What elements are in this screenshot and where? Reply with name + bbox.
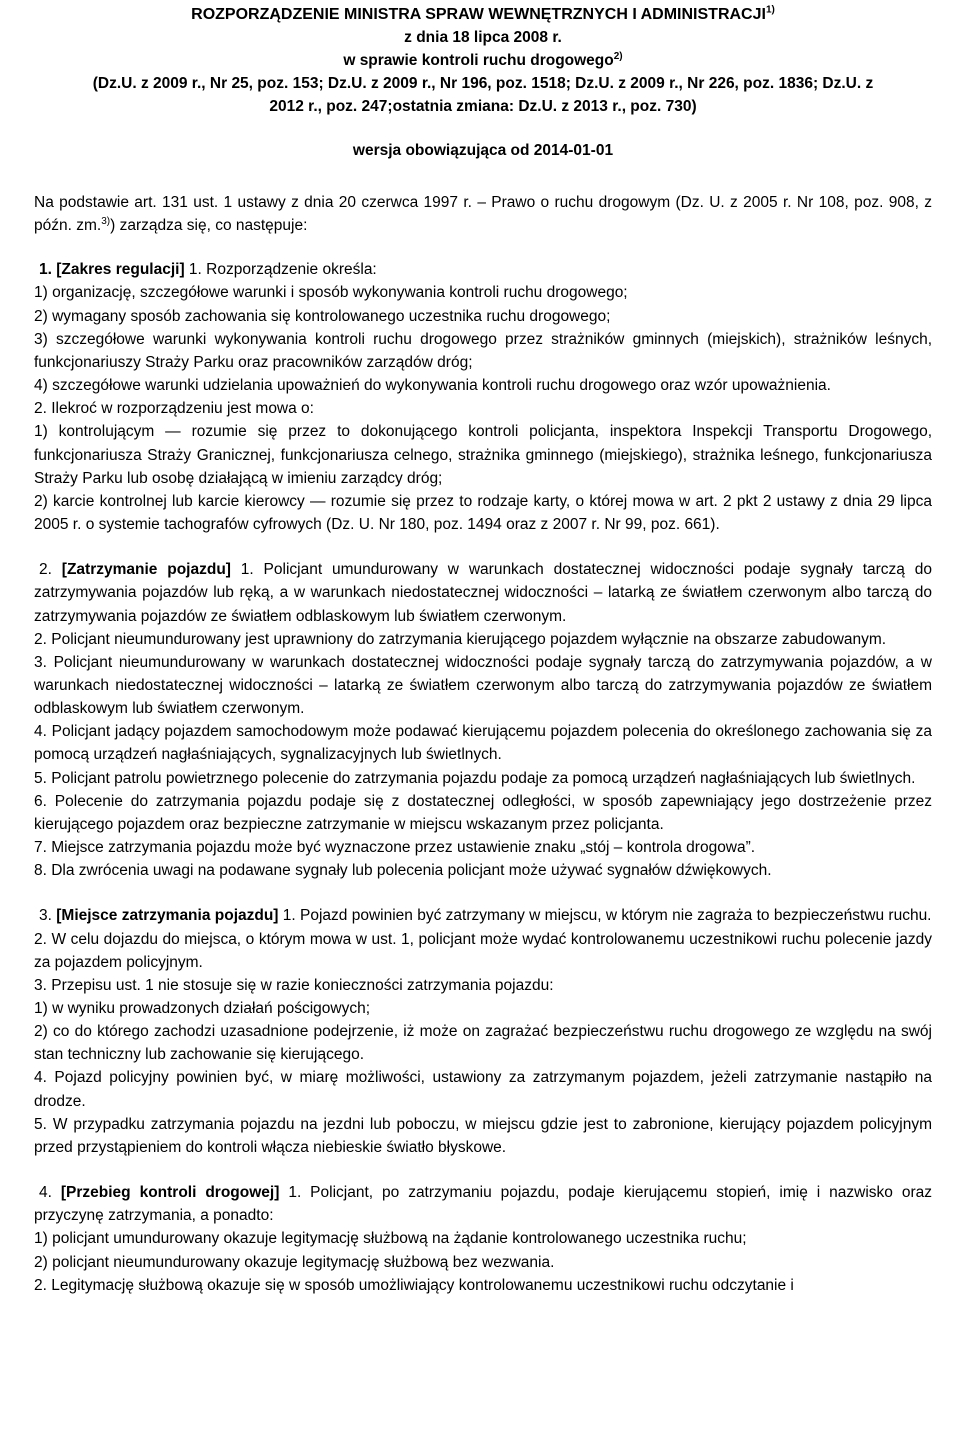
paragraph: 4. Pojazd policyjny powinien być, w miarę możliwości, ustawiony za zatrzymanym pojazdem, jeżeli zatrzymanie nastąpiło na drodze. — [34, 1069, 932, 1110]
footnote-ref: 3) — [101, 216, 111, 227]
spacer — [34, 536, 932, 558]
regulation-title: ROZPORZĄDZENIE MINISTRA SPRAW WEWNĘTRZNYCH I ADMINISTRACJI — [191, 6, 766, 23]
section-title: [Przebieg kontroli drogowej] — [60, 1184, 280, 1202]
paragraph: 2. W celu dojazdu do miejsca, o którym mowa w ust. 1, policjant może wydać kontrolowanemu uczestnikowi ruchu polecenie jazdy za pojazdem policyjnym. — [34, 930, 932, 971]
paragraph: 2) wymagany sposób zachowania się kontrolowanego uczestnika ruchu drogowego; — [34, 307, 611, 325]
preamble-text-end: ) zarządza się, co następuje: — [110, 217, 308, 235]
header-line — [34, 3, 932, 26]
paragraph: 2. Policjant nieumundurowany jest uprawniony do zatrzymania kierującego pojazdem wyłącznie na obszarze zabudowanym. — [34, 630, 887, 648]
section-number: 4. — [39, 1184, 52, 1202]
section-title: [Zakres regulacji] — [56, 261, 185, 279]
footnote-ref: 1) — [765, 4, 775, 16]
section-intro: 1. Pojazd powinien być zatrzymany w miejscu, w którym nie zagraża to bezpieczeństwu ruchu. — [278, 907, 932, 925]
paragraph: 2. Ilekroć w rozporządzeniu jest mowa o: — [34, 400, 314, 418]
section-number: 2. — [39, 561, 52, 579]
paragraph: 4. Policjant jadący pojazdem samochodowym może podawać kierującemu pojazdem polecenia do określonego zachowania się za pomocą urządzeń nagłaśniających, sygnalizacyjnych lub świetlnych. — [34, 723, 932, 764]
paragraph: 3. Policjant nieumundurowany w warunkach dostatecznej widoczności podaje sygnały tarczą do zatrzymywania pojazdów, a w warunkach niedostatecznej widoczności – latarką ze światłem czerwonym albo tarczą do zatrzymywania pojazdów ze światłem odblaskowym lub światłem czerwonym. — [34, 653, 932, 718]
regulation-subject: w sprawie kontroli ruchu drogowego — [343, 52, 614, 69]
paragraph: 6. Polecenie do zatrzymania pojazdu podaje się z dostatecznej odległości, w sposób zapewniający jego dostrzeżenie przez kierującego pojazdem oraz bezpieczne zatrzymanie w miejscu wskazanym przez policjanta. — [34, 792, 932, 833]
paragraph: 2. Legitymację służbową okazuje się w sposób umożliwiający kontrolowanemu uczestnikowi ruchu odczytanie i — [34, 1276, 794, 1294]
paragraph: 7. Miejsce zatrzymania pojazdu może być wyznaczone przez ustawienie znaku „stój – kontrola drogowa”. — [34, 839, 756, 857]
spacer — [34, 1159, 932, 1181]
header-line: 2012 r., poz. 247;ostatnia zmiana: Dz.U. z 2013 r., poz. 730) — [269, 98, 697, 115]
preamble — [34, 191, 932, 237]
section-1-heading — [34, 258, 932, 281]
paragraph: 3) szczegółowe warunki wykonywania kontroli ruchu drogowego przez strażników gminnych (miejskich), strażników leśnych, funkcjonariuszy Straży Parku oraz pracowników zarządów dróg; — [34, 330, 932, 371]
footnote-ref: 2) — [613, 50, 623, 62]
header-line: (Dz.U. z 2009 r., Nr 25, poz. 153; Dz.U. z 2009 r., Nr 196, poz. 1518; Dz.U. z 2009 r., Nr 226, poz. 1836; Dz.U. z — [92, 75, 874, 92]
paragraph: 1) policjant umundurowany okazuje legitymację służbową na żądanie kontrolowanego uczestnika ruchu; — [34, 1230, 747, 1248]
paragraph: 5. Policjant patrolu powietrznego polecenie do zatrzymania pojazdu podaje za pomocą urządzeń nagłaśniających lub świetlnych. — [34, 769, 916, 787]
paragraph: 2) co do którego zachodzi uzasadnione podejrzenie, iż może on zagrażać bezpieczeństwu ruchu drogowego ze względu na swój stan techniczny lub zachowanie się kierującego. — [34, 1023, 932, 1064]
section-title: [Zatrzymanie pojazdu] — [61, 561, 231, 579]
paragraph: 1) kontrolującym — rozumie się przez to dokonującego kontroli policjanta, inspektora Inspekcji Transportu Drogowego, funkcjonariusza Straży Granicznej, funkcjonariusza celnego, strażnika gminnego (miejskiego), strażnika leśnego, funkcjonariusza Straży Parku lub osobę działającą w imieniu zarządcy dróg; — [34, 423, 932, 487]
header-line: z dnia 18 lipca 2008 r. — [404, 29, 562, 46]
spacer — [34, 882, 932, 904]
document-header — [34, 0, 932, 118]
section-intro: 1. Policjant umundurowany w warunkach dostatecznej widoczności podaje sygnały tarczą do zatrzymywania pojazdów lub ręką, a w warunkach niedostatecznej widoczności – latarką ze światłem czerwonym albo tarczą do zatrzymywania pojazdów ze światłem odblaskowym lub światłem czerwonym. — [34, 561, 932, 625]
section-4-heading — [34, 1181, 932, 1227]
preamble-text: Na podstawie art. 131 ust. 1 ustawy z dnia 20 czerwca 1997 r. – Prawo o ruchu drogowym (Dz. U. z 2005 r. Nr 108, poz. 908, z późn. zm. — [34, 194, 932, 235]
section-3-heading — [34, 904, 932, 927]
paragraph: 1) w wyniku prowadzonych działań pościgowych; — [34, 1000, 370, 1017]
paragraph: 8. Dla zwrócenia uwagi na podawane sygnały lub polecenia policjant może używać sygnałów dźwiękowych. — [34, 862, 772, 880]
section-number: 1. — [39, 261, 52, 279]
section-intro: 1. Rozporządzenie określa: — [184, 261, 377, 279]
header-line — [34, 49, 932, 72]
paragraph: 4) szczegółowe warunki udzielania upoważnień do wykonywania kontroli ruchu drogowego oraz wzór upoważnienia. — [34, 377, 831, 395]
section-title: [Miejsce zatrzymania pojazdu] — [56, 907, 279, 925]
paragraph: 5. W przypadku zatrzymania pojazdu na jezdni lub poboczu, w miejscu gdzie jest to zabronione, kierujący pojazdem policyjnym przed przystąpieniem do kontroli włącza niebieskie światło błyskowe. — [34, 1115, 932, 1156]
spacer — [34, 237, 932, 258]
paragraph: 3. Przepisu ust. 1 nie stosuje się w razie konieczności zatrzymania pojazdu: — [34, 976, 554, 994]
version-line: wersja obowiązująca od 2014-01-01 — [352, 142, 614, 159]
paragraph: 1) organizację, szczegółowe warunki i sposób wykonywania kontroli ruchu drogowego; — [34, 284, 628, 302]
section-intro: 1. Policjant, po zatrzymaniu pojazdu, podaje kierującemu stopień, imię i nazwisko oraz przyczynę zatrzymania, a ponadto: — [34, 1184, 932, 1225]
paragraph: 2) policjant nieumundurowany okazuje legitymację służbową bez wezwania. — [34, 1253, 555, 1271]
paragraph: 2) karcie kontrolnej lub karcie kierowcy — rozumie się przez to rodzaje karty, o której mowa w art. 2 pkt 2 ustawy z dnia 29 lipca 2005 r. o systemie tachografów cyfrowych (Dz. U. Nr 180, poz. 1494 oraz z 2007 r. Nr 99, poz. 661). — [34, 492, 932, 534]
section-2-heading — [34, 558, 932, 627]
section-number: 3. — [39, 907, 52, 925]
document-body — [34, 191, 932, 1297]
